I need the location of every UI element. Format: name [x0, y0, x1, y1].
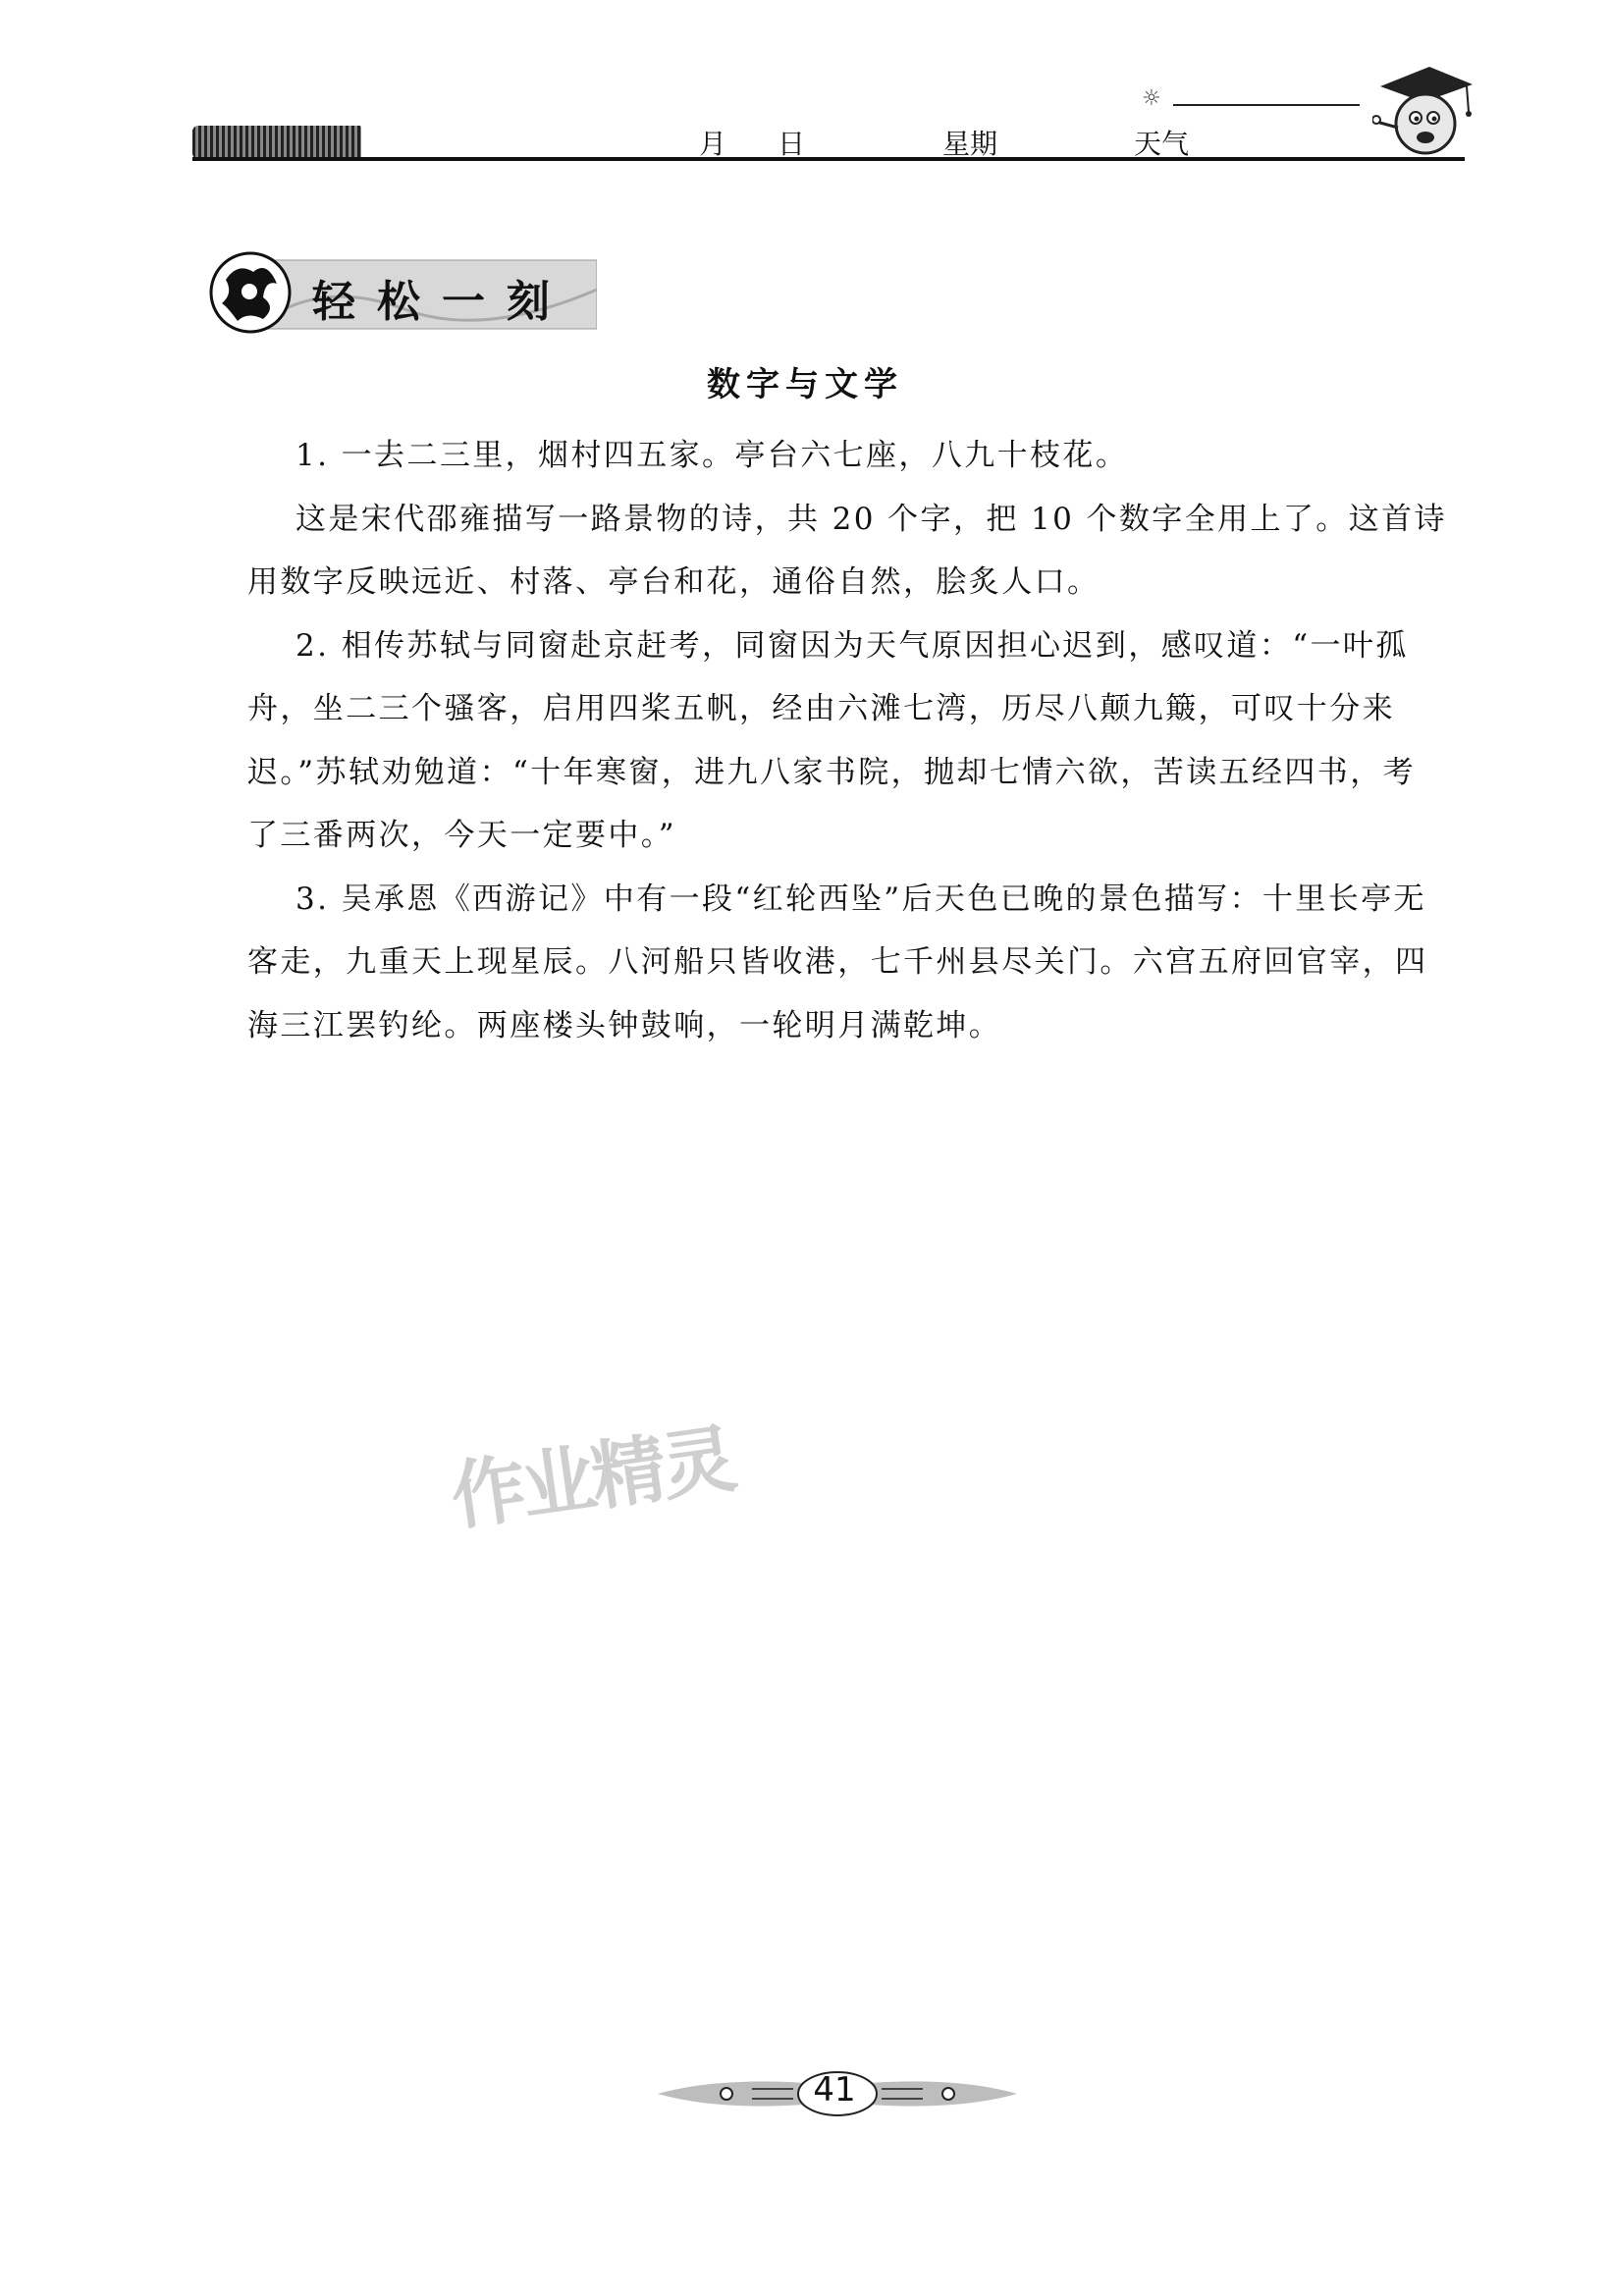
section-banner-label: 轻松一刻 — [312, 277, 571, 327]
month-label: 月 — [699, 128, 727, 160]
page-number: 41 — [813, 2070, 856, 2109]
article-body — [247, 424, 1447, 1057]
weather-label: 天气 — [1134, 128, 1190, 160]
day-label: 日 — [778, 128, 806, 160]
paragraph-2: 这是宋代邵雍描写一路景物的诗，共 20 个字，把 10 个数字全用上了。这首诗用数字反映远近、村落、亭台和花，通俗自然，脍炙人口。 — [247, 501, 1447, 600]
article-title: 数字与文学 — [707, 365, 903, 404]
paragraph-4: 3. 吴承恩《西游记》中有一段“红轮西坠”后天色已晚的景色描写：十里长亭无客走，九重天上现星辰。八河船只皆收港，七千州县尽关门。六宫五府回官宰，四海三江罢钓纶。两座楼头钟鼓响，一轮明月满乾坤。 — [247, 881, 1428, 1043]
watermark: 作业精灵 — [446, 1415, 738, 1541]
paragraph-1: 1. 一去二三里，烟村四五家。亭台六七座，八九十枝花。 — [295, 438, 1129, 473]
mascot-graduate-icon — [1372, 63, 1475, 161]
header-rule — [192, 157, 1465, 161]
header-decorative-band — [192, 126, 361, 159]
weather-underline — [1173, 104, 1360, 106]
weather-sun-icon: ☼ — [1142, 86, 1161, 111]
paragraph-3: 2. 相传苏轼与同窗赴京赶考，同窗因为天气原因担心迟到，感叹道：“一叶孤舟，坐二三个骚客，启用四桨五帆，经由六滩七湾，历尽八颠九簸，可叹十分来迟。”苏轼劝勉道：“十年寒窗，进九八家书院，抛却七情六欲，苦读五经四书，考了三番两次，今天一定要中。” — [247, 627, 1416, 853]
week-label: 星期 — [942, 128, 998, 160]
